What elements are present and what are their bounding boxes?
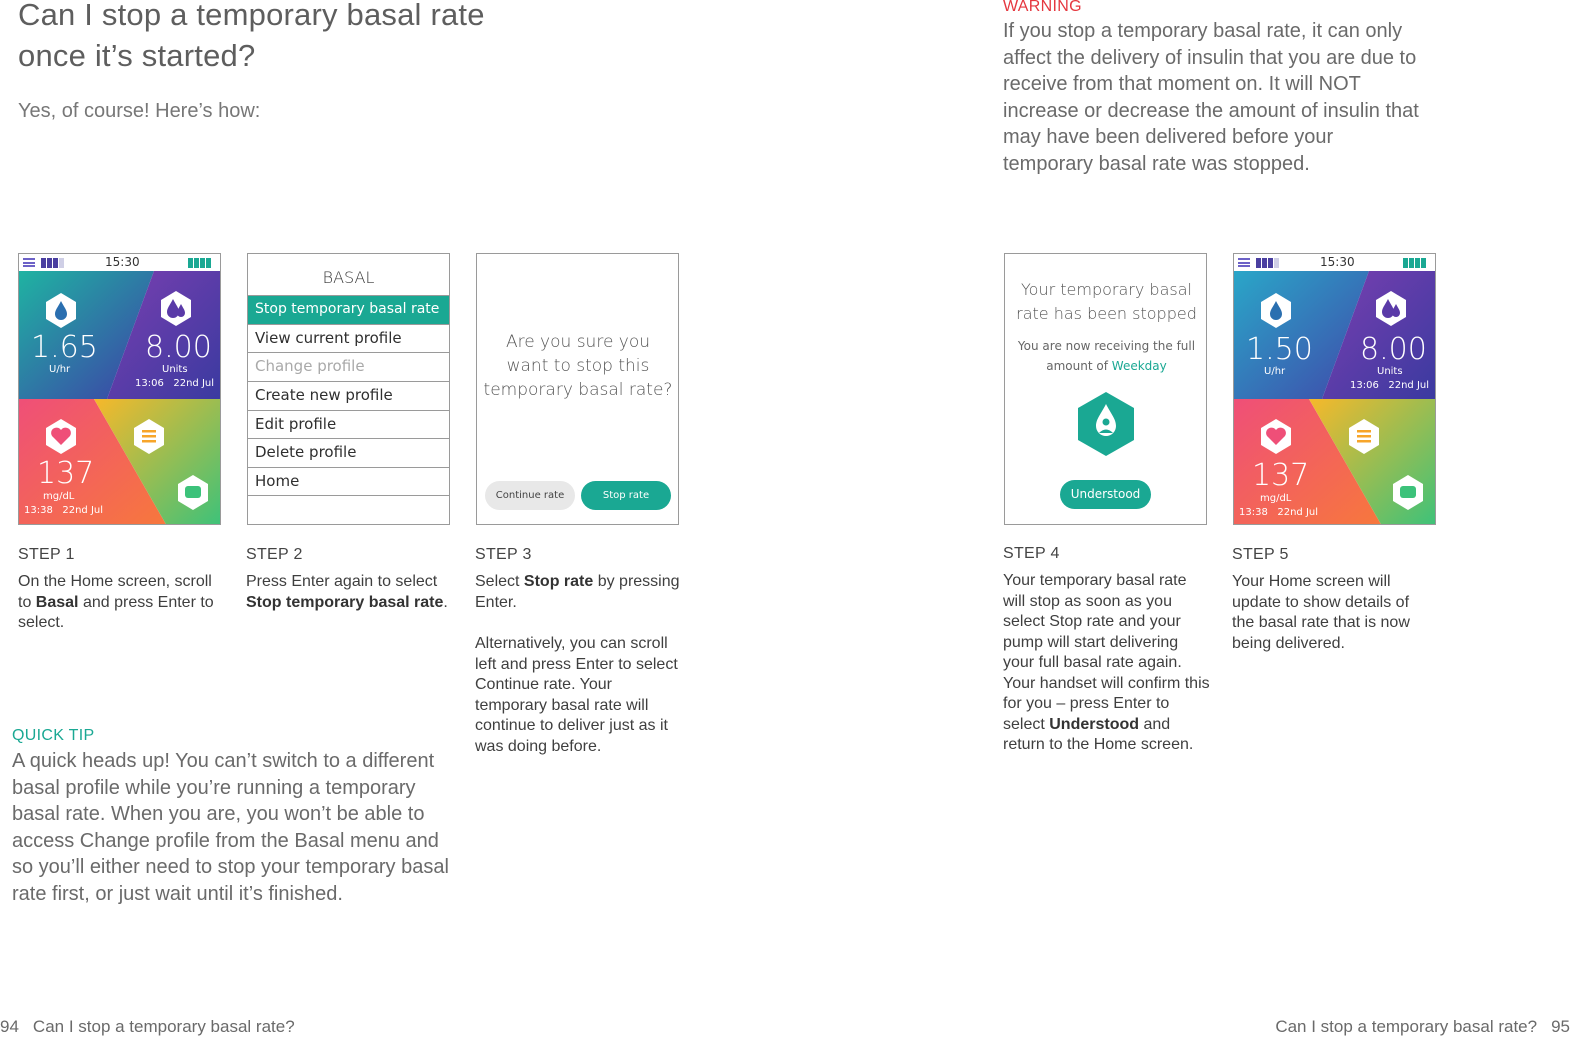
menu-icon [23, 258, 35, 267]
stopped-title: Your temporary basal rate has been stopped [1016, 280, 1197, 323]
basal-unit: U/hr [1264, 366, 1286, 377]
person-drop-icon [1075, 390, 1137, 458]
glucose-unit: mg/dL [1260, 493, 1292, 504]
footer-right-title: Can I stop a temporary basal rate? [1275, 1017, 1538, 1036]
quick-tip-label: QUICK TIP [12, 727, 95, 744]
page-subtitle: Yes, of course! Here’s how: [18, 100, 261, 122]
step-1-label: STEP 1 [18, 546, 75, 563]
step-5-label: STEP 5 [1232, 546, 1289, 563]
footer-left [0, 1017, 295, 1037]
page-title: Can I stop a temporary basal rate once it’s started? [18, 0, 485, 73]
bolus-time: 13:06 22nd Jul [1350, 380, 1430, 391]
pump-battery-icon [41, 257, 69, 267]
confirm-stop-screen [476, 253, 679, 525]
step-5-text: Your Home screen will update to show details of the basal rate that is now being delivered. [1232, 573, 1410, 652]
handset-battery-icon [1403, 257, 1431, 267]
glucose-time: 13:38 22nd Jul [1239, 507, 1319, 518]
bolus-time: 13:06 22nd Jul [135, 378, 215, 389]
bolus-value: 8.00 [145, 330, 212, 365]
status-bar [1234, 254, 1435, 271]
basal-menu-screen [247, 253, 450, 525]
page-number-right: 95 [1551, 1017, 1570, 1036]
bolus-unit: Units [162, 364, 188, 375]
status-bar [19, 254, 220, 271]
glucose-value: 137 [1252, 458, 1310, 493]
basal-menu-list [248, 295, 449, 496]
step-2-text: Press Enter again to select Stop temporary basal rate. [246, 573, 448, 611]
glucose-value: 137 [37, 456, 95, 491]
basal-value: 1.50 [1246, 332, 1313, 367]
step-3-alternative-text: Alternatively, you can scroll left and press Enter to select Continue rate. Your temporary basal rate will continue to deliver just as it was doing before. [475, 635, 678, 755]
menu-item-view-current-profile[interactable]: View current profile [248, 324, 449, 353]
understood-button[interactable]: Understood [1060, 480, 1151, 509]
footer-right [1275, 1017, 1570, 1037]
page-number-left: 94 [0, 1017, 19, 1036]
stopped-subtitle [1009, 336, 1204, 376]
menu-item-home[interactable]: Home [248, 467, 449, 496]
step-1-text: On the Home screen, scroll to Basal and press Enter to select. [18, 573, 214, 631]
glucose-unit: mg/dL [43, 491, 75, 502]
rate-stopped-screen [1004, 253, 1207, 525]
step-4-label: STEP 4 [1003, 545, 1060, 562]
clock: 15:30 [105, 255, 140, 269]
menu-item-edit-profile[interactable]: Edit profile [248, 410, 449, 439]
step-3-text: Select Stop rate by pressing Enter. [475, 573, 680, 611]
quick-tip-text: A quick heads up! You can’t switch to a different basal profile while you’re running a temporary basal rate. When you are, you won’t be able to access Change profile from the Basal menu and so you’ll either need to stop your temporary basal rate first, or just wait until it’s finished. [12, 750, 449, 905]
pump-battery-icon [1256, 257, 1284, 267]
menu-item-change-profile: Change profile [248, 352, 449, 381]
step-4-text: Your temporary basal rate will stop as soon as you select Stop rate and your pump will start delivering your full basal rate again. Your handset will confirm this for you – press Enter to select Understood and return to the Home screen. [1003, 572, 1210, 753]
basal-unit: U/hr [49, 364, 71, 375]
step-2-label: STEP 2 [246, 546, 303, 563]
profile-name: Weekday [1111, 359, 1167, 373]
home-screen-step1 [18, 253, 221, 525]
warning-label: WARNING [1003, 0, 1082, 15]
bolus-unit: Units [1377, 366, 1403, 377]
menu-item-stop-temporary-basal-rate[interactable]: Stop temporary basal rate [248, 295, 449, 324]
handset-battery-icon [188, 257, 216, 267]
stopped-sub-prefix: You are now receiving the full amount of [1017, 339, 1196, 373]
glucose-time: 13:38 22nd Jul [24, 505, 104, 516]
home-screen-step5 [1233, 253, 1436, 525]
menu-item-create-new-profile[interactable]: Create new profile [248, 381, 449, 410]
menu-title: BASAL [322, 268, 375, 287]
basal-value: 1.65 [31, 330, 98, 365]
footer-left-title: Can I stop a temporary basal rate? [32, 1017, 295, 1036]
clock: 15:30 [1320, 255, 1355, 269]
warning-text: If you stop a temporary basal rate, it can only affect the delivery of insulin that you are due to receive from that moment on. It will NOT increase or decrease the amount of insulin that may have been delivered before your temporary basal rate was stopped. [1003, 20, 1419, 175]
stop-rate-button[interactable]: Stop rate [581, 481, 671, 510]
bolus-value: 8.00 [1360, 332, 1427, 367]
menu-item-delete-profile[interactable]: Delete profile [248, 438, 449, 467]
menu-icon [1238, 258, 1250, 267]
step-3-label: STEP 3 [475, 546, 532, 563]
confirm-question: Are you sure you want to stop this temporary basal rate? [483, 332, 673, 400]
continue-rate-button[interactable]: Continue rate [485, 481, 575, 510]
